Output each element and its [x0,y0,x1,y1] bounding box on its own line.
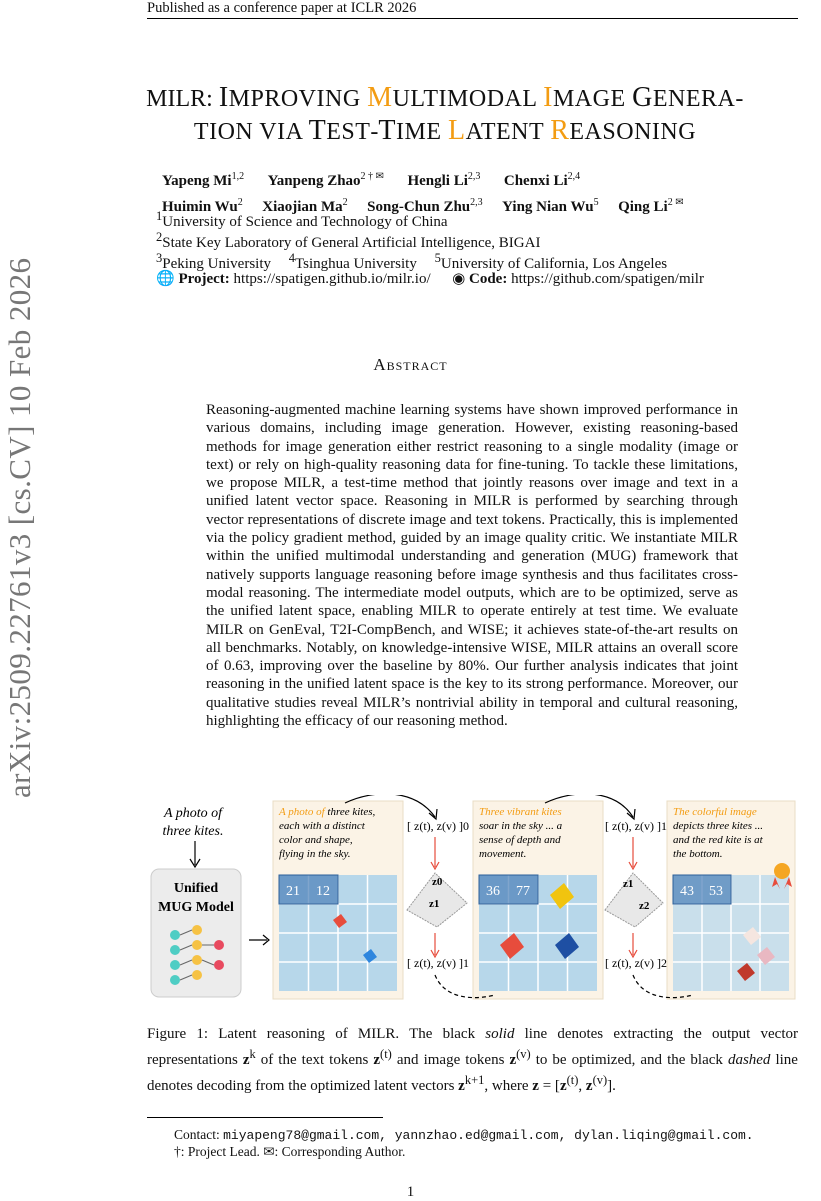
prompt-line2: three kites. [162,824,224,839]
author-name: Xiaojian Ma [262,199,343,215]
vec-top-1: [ z(t), z(v) ]0 [407,819,469,833]
svg-text:sense of depth and: sense of depth and [479,834,561,846]
author-name: Hengli Li [407,173,468,189]
page-number: 1 [406,1184,415,1200]
contact-emails[interactable]: miyapeng78@gmail.com, yannzhao.ed@gmail.com, dylan.liqing@gmail.com. [223,1128,754,1143]
author-name: Huimin Wu [162,199,238,215]
prompt-line1: A photo of [163,806,223,821]
abstract-body: Reasoning-augmented machine learning systems have shown improved performance in various domains, including image generation. However, existing reasoning-based methods for image generation either restrict reasoning to a single modality (image or text) or rely on high-quality reasoning data for fine-tuning. To tackle these limitations, we propose MILR, a test-time method that jointly reasons over image and text in a unified latent vector space. Reasoning in MILR is performed by searching through vector representations of discrete image and text tokens. Practically, this is implemented via the policy gradient method, guided by an image quality critic. We instantiate MILR within the unified multimodal understanding and generation (MUG) framework that natively supports language reasoning before image synthesis and thus facilitates cross-modal reasoning. The intermediate model outputs, which are to be optimized, serve as the unified latent space, enabling MILR to operate entirely at test time. We evaluate MILR on GenEval, T2I-CompBench, and WISE; it achieves state-of-the-art results on all benchmarks. Notably, on knowledge-intensive WISE, MILR attains an overall score of 0.63, improving over the baseline by 80%. Our further analysis indicates that joint reasoning in the unified latent space is the key to its strong performance. Moreover, our qualitative studies reveal MILR’s nontrivial ability in temporal and cultural reasoning, highlighting the efficacy of our reasoning method. [206,402,738,730]
svg-text:Three vibrant kites: Three vibrant kites [479,806,562,818]
token-number: 77 [516,884,530,899]
project-link[interactable]: https://spatigen.github.io/milr.io/ [233,271,431,287]
svg-text:z1: z1 [623,878,634,890]
panel-3 [667,801,795,999]
svg-text:The colorful image: The colorful image [673,806,757,818]
author-name: Chenxi Li [503,173,568,189]
model-line1: Unified [173,881,219,896]
model-line2: MUG Model [158,900,234,915]
author-name: Yapeng Mi [162,173,232,189]
svg-text:the bottom.: the bottom. [673,848,723,860]
figure-caption: Figure 1: Latent reasoning of MILR. The black solid line denotes extracting the output vector representations $z^k$ of the text tokens $z^{(t)}$ and image tokens $z^{(v)}$ to be optimized, and the black dashed line denotes decoding from the optimized latent vectors $z^{k+1}$, where $z = [z^{(t)}$, $z^{(v)}$]. [147,1026,799,1094]
github-icon: ◉ [452,271,466,287]
svg-text:depicts three kites ...: depicts three kites ... [673,820,764,832]
header-rule [147,18,798,19]
vec-bottom-2: [ z(t), z(v) ]2 [605,956,667,970]
svg-text:movement.: movement. [479,848,527,860]
author-name: Yanpeng Zhao [267,173,361,189]
author-name: Song-Chun Zhu [367,199,471,215]
svg-text:each with a distinct: each with a distinct [279,820,365,832]
svg-text:A photo of three kites,: A photo of three kites, [279,806,376,818]
abstract-heading: Abstract [373,355,448,374]
globe-icon: 🌐 [156,271,175,287]
contact-footnote: Contact: miyapeng78@gmail.com, yannzhao.ed@gmail.com, dylan.liqing@gmail.com. [174,1127,754,1143]
token-number: 21 [286,884,300,899]
conference-header: Published as a conference paper at ICLR 2026 [147,0,417,16]
author-name: Qing Li [618,199,668,215]
panel-1 [273,801,403,999]
author-name: Ying Nian Wu [502,199,594,215]
vec-bottom-1: [ z(t), z(v) ]1 [407,956,469,970]
svg-text:z2: z2 [639,900,650,912]
role-footnote: †: Project Lead. ✉: Corresponding Author. [174,1144,406,1159]
footnote-rule [147,1117,383,1118]
affiliation-3-5: $^3$Peking University $^4$Tsinghua University $^5$University of California, Los Angeles [156,251,668,272]
arxiv-side-label[interactable]: arXiv:2509.22761v3 [cs.CV] 10 Feb 2026 [2,257,37,798]
paper-title: MILR: IMPROVING MULTIMODAL IMAGE GENERA- TION VIA TEST-TIME LATENT REASONING [146,82,744,146]
svg-text:color and shape,: color and shape, [279,834,353,846]
token-number: 12 [316,884,330,899]
vec-top-2: [ z(t), z(v) ]1 [605,819,667,833]
token-number: 43 [680,884,694,899]
svg-text:z1: z1 [429,898,440,910]
code-link[interactable]: https://github.com/spatigen/milr [511,271,704,287]
svg-text:z0: z0 [432,876,443,888]
panel-2 [473,801,603,999]
svg-text:soar in the sky ... a: soar in the sky ... a [479,820,563,832]
title-seg: MILR: [146,86,219,112]
project-links: 🌐 Project: https://spatigen.github.io/milr.io/ ◉ Code: https://github.com/spatigen/milr [156,271,704,287]
affiliation-1: $^1$University of Science and Technology of China [156,209,448,230]
token-number: 53 [709,884,723,899]
author-row-2: Huimin Wu$^2$ Xiaojian Ma$^2$ Song-Chun Zhu$^{2,3}$ Ying Nian Wu$^5$ Qing $Li^{2 ✉}$ [162,197,684,215]
medal-icon [774,863,790,879]
svg-text:and the red kite is at: and the red kite is at [673,834,763,846]
figure-svg [145,795,798,1005]
svg-text:flying in the sky.: flying in the sky. [279,848,351,860]
author-row-1: Yapeng Mi$^{1,2}$ Yanpeng Zhao$^{2 \dagger ✉}$ Hengli Li$^{2,3}$ Chenxi Li$^{2,4}$ [162,171,581,189]
token-number: 36 [486,884,500,899]
figure-1 [145,795,798,1005]
affiliation-2: $^2$State Key Laboratory of General Artificial Intelligence, BIGAI [156,230,541,251]
